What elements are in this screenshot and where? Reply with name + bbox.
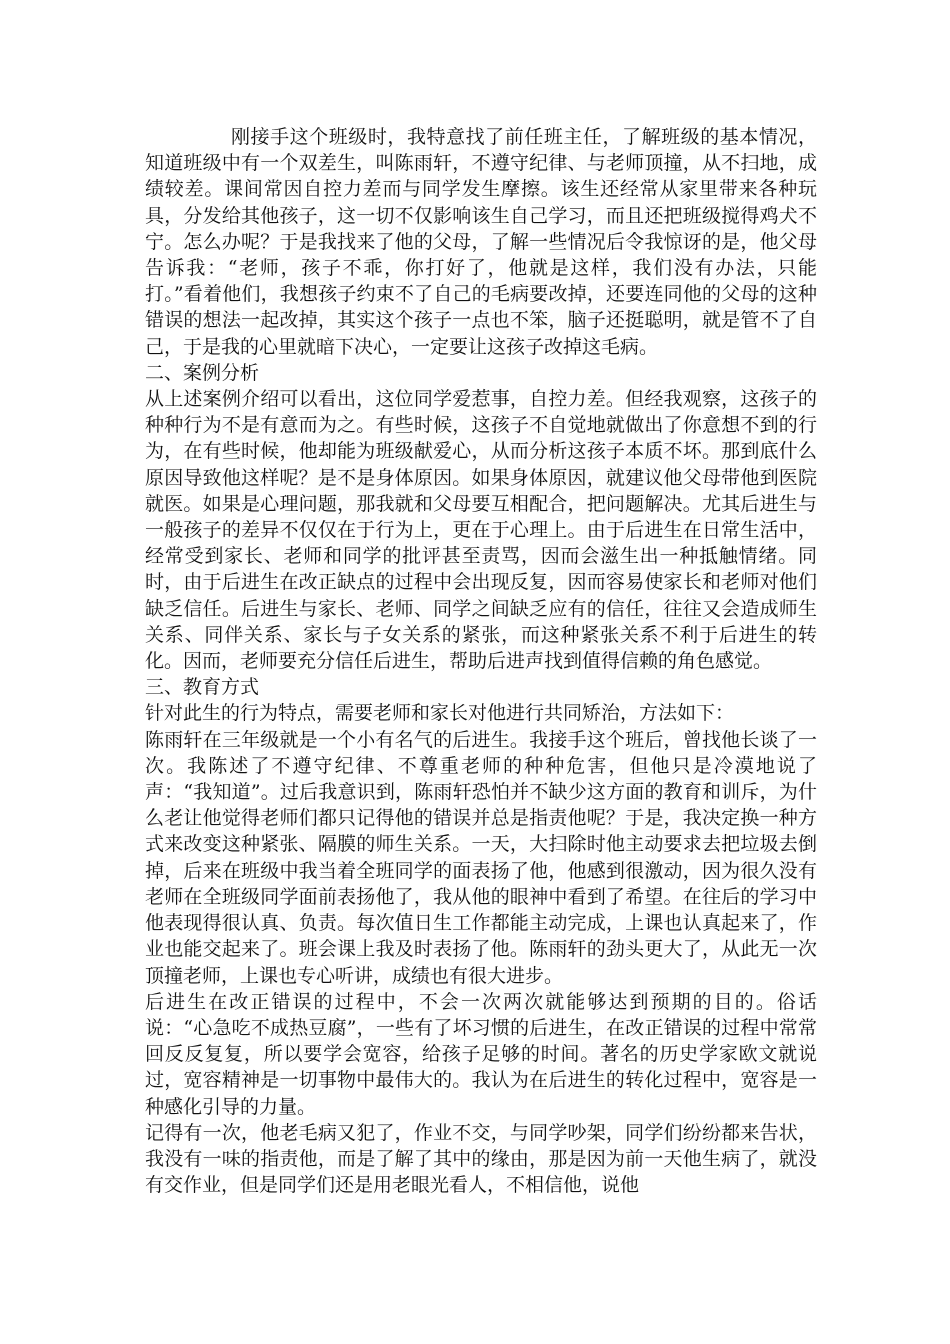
education-method-paragraph-2: 陈雨轩在三年级就是一个小有名气的后进生。我接手这个班后，曾找他长谈了一次。我陈述了不遵守纪律、不尊重老师的种种危害，但他只是冷漠地说了声：“我知道”。过后我意识到，陈雨轩恐怕并不缺少这方面的教育和训斥，为什么老让他觉得老师们都只记得他的错误并总是指责他呢？于是，我决定换一种方式来改变这种紧张、隔膜的师生关系。一天，大扫除时他主动要求去把垃圾去倒掉，后来在班级中我当着全班同学的面表扬了他，他感到很激动，因为很久没有老师在全班级同学面前表扬他了，我从他的眼神中看到了希望。在往后的学习中他表现得很认真、负责。每次值日生工作都能主动完成，上课也认真起来了，作业也能交起来了。班会课上我及时表扬了他。陈雨轩的劲头更大了，从此无一次顶撞老师，上课也专心听讲，成绩也有很大进步。 <box>145 728 817 987</box>
education-method-paragraph-3: 后进生在改正错误的过程中，不会一次两次就能够达到预期的目的。俗话说：“心急吃不成热豆腐”，一些有了坏习惯的后进生，在改正错误的过程中常常回反反复复，所以要学会宽容，给孩子足够的时间。著名的历史学家欧文就说过，宽容精神是一切事物中最伟大的。我认为在后进生的转化过程中，宽容是一种感化引导的力量。 <box>145 990 817 1118</box>
intro-paragraph: 刚接手这个班级时，我特意找了前任班主任，了解班级的基本情况，知道班级中有一个双差生，叫陈雨轩，不遵守纪律、与老师顶撞，从不扫地，成绩较差。课间常因自控力差而与同学发生摩擦。该生还经常从家里带来各种玩具，分发给其他孩子，这一切不仅影响该生自己学习，而且还把班级搅得鸡犬不宁。怎么办呢？于是我找来了他的父母，了解一些情况后令我惊讶的是，他父母告诉我：“老师，孩子不乖，你打好了，他就是这样，我们没有办法，只能打。”看着他们，我想孩子约束不了自己的毛病要改掉，还要连同他的父母的这种错误的想法一起改掉，其实这个孩子一点也不笨，脑子还挺聪明，就是管不了自己，于是我的心里就暗下决心，一定要让这孩子改掉这毛病。 <box>145 126 817 358</box>
education-method-paragraph-1: 针对此生的行为特点，需要老师和家长对他进行共同矫治，方法如下： <box>145 702 735 725</box>
section-heading-education-method: 三、教育方式 <box>145 676 260 699</box>
education-method-paragraph-4: 记得有一次，他老毛病又犯了，作业不交，与同学吵架，同学们纷纷都来告状，我没有一味的指责他，而是了解了其中的缘由，那是因为前一天他生病了，就没有交作业，但是同学们还是用老眼光看人，不相信他，说他 <box>145 1121 817 1197</box>
case-analysis-paragraph: 从上述案例介绍可以看出，这位同学爱惹事，自控力差。但经我观察，这孩子的种种行为不是有意而为之。有些时候，这孩子不自觉地就做出了你意想不到的行为，在有些时候，他却能为班级献爱心，从而分析这孩子本质不坏。那到底什么原因导致他这样呢？是不是身体原因。如果身体原因，就建议他父母带他到医院就医。如果是心理问题，那我就和父母要互相配合，把问题解决。尤其后进生与一般孩子的差异不仅仅在于行为上，更在于心理上。由于后进生在日常生活中，经常受到家长、老师和同学的批评甚至责骂，因而会滋生出一种抵触情绪。同时，由于后进生在改正缺点的过程中会出现反复，因而容易使家长和老师对他们缺乏信任。后进生与家长、老师、同学之间缺乏应有的信任，往往又会造成师生关系、同伴关系、家长与子女关系的紧张，而这种紧张关系不利于后进生的转化。因而，老师要充分信任后进生，帮助后进声找到值得信赖的角色感觉。 <box>145 388 817 673</box>
document-body <box>145 124 817 1198</box>
section-heading-case-analysis: 二、案例分析 <box>145 361 260 384</box>
